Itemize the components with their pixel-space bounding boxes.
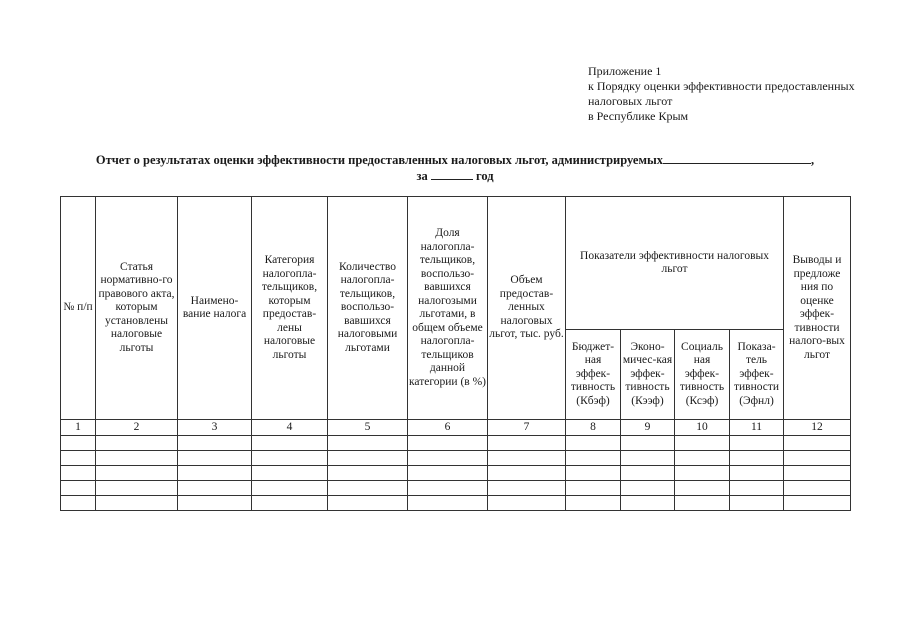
report-title <box>60 152 850 184</box>
table-cell[interactable] <box>178 496 252 511</box>
column-number: 10 <box>675 420 730 436</box>
table-cell[interactable] <box>178 436 252 451</box>
table-cell[interactable] <box>408 481 488 496</box>
table-row <box>61 496 851 511</box>
table-cell[interactable] <box>675 481 730 496</box>
table-cell[interactable] <box>566 481 621 496</box>
table-cell[interactable] <box>488 451 566 466</box>
table-cell[interactable] <box>252 466 328 481</box>
administrator-blank <box>663 152 811 164</box>
table-cell[interactable] <box>408 466 488 481</box>
table-cell[interactable] <box>566 451 621 466</box>
table-cell[interactable] <box>408 496 488 511</box>
table-cell[interactable] <box>730 496 784 511</box>
table-cell[interactable] <box>784 481 851 496</box>
appendix-line-2: к Порядку оценки эффективности предоставленных <box>588 79 855 93</box>
header-category: Категория налогопла-тельщиков, которым предостав-лены налоговые льготы <box>252 197 328 420</box>
column-number: 6 <box>408 420 488 436</box>
table-cell[interactable] <box>621 496 675 511</box>
column-number: 11 <box>730 420 784 436</box>
appendix-line-4: в Республике Крым <box>588 109 689 123</box>
table-cell[interactable] <box>730 466 784 481</box>
table-cell[interactable] <box>96 466 178 481</box>
table-row <box>61 451 851 466</box>
table-cell[interactable] <box>621 466 675 481</box>
table-cell[interactable] <box>488 496 566 511</box>
title-year-suffix: год <box>475 169 494 183</box>
year-blank <box>431 168 473 180</box>
header-volume: Объем предостав-ленных налоговых льгот, тыс. руб. <box>488 197 566 420</box>
table-cell[interactable] <box>784 436 851 451</box>
table-cell[interactable] <box>328 436 408 451</box>
header-efficiency-group: Показатели эффективности налоговых льгот <box>566 197 784 330</box>
header-economic-efficiency: Эконо-мичес-кая эффек-тивность (Кээф) <box>621 330 675 420</box>
table-cell[interactable] <box>328 451 408 466</box>
table-cell[interactable] <box>252 496 328 511</box>
title-line-1 <box>60 152 850 168</box>
title-comma: , <box>810 153 815 167</box>
title-text: Отчет о результатах оценки эффективности предоставленных налоговых льгот, администрируемых <box>95 153 663 167</box>
table-cell[interactable] <box>178 451 252 466</box>
header-efficiency-indicator: Показа-тель эффек-тивности (Эфнл) <box>730 330 784 420</box>
table-cell[interactable] <box>730 451 784 466</box>
table-cell[interactable] <box>408 436 488 451</box>
table-cell[interactable] <box>178 466 252 481</box>
header-social-efficiency: Социаль ная эффек-тивность (Ксэф) <box>675 330 730 420</box>
column-number: 2 <box>96 420 178 436</box>
table-cell[interactable] <box>408 451 488 466</box>
header-tax-name: Наимено-вание налога <box>178 197 252 420</box>
header-share: Доля налогопла-тельщиков, воспользо-вавшихся налогозыми льготами, в общем объеме налогопла-тельщиков данной категории (в %) <box>408 197 488 420</box>
column-number: 1 <box>61 420 96 436</box>
table-cell[interactable] <box>784 451 851 466</box>
table-cell[interactable] <box>621 481 675 496</box>
appendix-header <box>588 64 888 124</box>
column-number: 12 <box>784 420 851 436</box>
table-cell[interactable] <box>488 466 566 481</box>
header-budget-efficiency: Бюджет-ная эффек-тивность (Кбэф) <box>566 330 621 420</box>
column-number: 8 <box>566 420 621 436</box>
header-article: Статья нормативно-го правового акта, которым установлены налоговые льготы <box>96 197 178 420</box>
table-cell[interactable] <box>784 466 851 481</box>
appendix-line-3: налоговых льгот <box>588 94 673 108</box>
table-cell[interactable] <box>730 436 784 451</box>
title-year-prefix: за <box>416 169 428 183</box>
table-cell[interactable] <box>730 481 784 496</box>
table-cell[interactable] <box>96 496 178 511</box>
table-cell[interactable] <box>252 436 328 451</box>
appendix-line-1: Приложение 1 <box>588 64 662 78</box>
column-number-row <box>61 420 851 436</box>
table-cell[interactable] <box>61 496 96 511</box>
table-cell[interactable] <box>61 466 96 481</box>
table-cell[interactable] <box>566 466 621 481</box>
table-cell[interactable] <box>178 481 252 496</box>
header-conclusions: Выводы и предложе ния по оценке эффек-тивности налого-вых льгот <box>784 197 851 420</box>
column-number: 7 <box>488 420 566 436</box>
table-cell[interactable] <box>621 436 675 451</box>
table-cell[interactable] <box>328 496 408 511</box>
header-number: № п/п <box>61 197 96 420</box>
table-cell[interactable] <box>96 451 178 466</box>
table-row <box>61 481 851 496</box>
table-cell[interactable] <box>675 451 730 466</box>
table-cell[interactable] <box>784 496 851 511</box>
report-table <box>60 196 851 511</box>
table-cell[interactable] <box>328 481 408 496</box>
header-count: Количество налогопла-тельщиков, воспользо-вавшихся налоговыми льготами <box>328 197 408 420</box>
column-number: 4 <box>252 420 328 436</box>
table-cell[interactable] <box>488 481 566 496</box>
table-cell[interactable] <box>96 481 178 496</box>
table-cell[interactable] <box>252 481 328 496</box>
table-cell[interactable] <box>566 436 621 451</box>
table-cell[interactable] <box>61 436 96 451</box>
table-cell[interactable] <box>621 451 675 466</box>
table-cell[interactable] <box>252 451 328 466</box>
table-cell[interactable] <box>566 496 621 511</box>
table-cell[interactable] <box>488 436 566 451</box>
table-row <box>61 436 851 451</box>
table-cell[interactable] <box>675 436 730 451</box>
table-cell[interactable] <box>675 466 730 481</box>
table-row <box>61 466 851 481</box>
table-cell[interactable] <box>675 496 730 511</box>
column-number: 5 <box>328 420 408 436</box>
table-cell[interactable] <box>96 436 178 451</box>
table-cell[interactable] <box>61 451 96 466</box>
table-cell[interactable] <box>328 466 408 481</box>
title-line-2 <box>60 168 850 184</box>
table-cell[interactable] <box>61 481 96 496</box>
column-number: 9 <box>621 420 675 436</box>
column-number: 3 <box>178 420 252 436</box>
